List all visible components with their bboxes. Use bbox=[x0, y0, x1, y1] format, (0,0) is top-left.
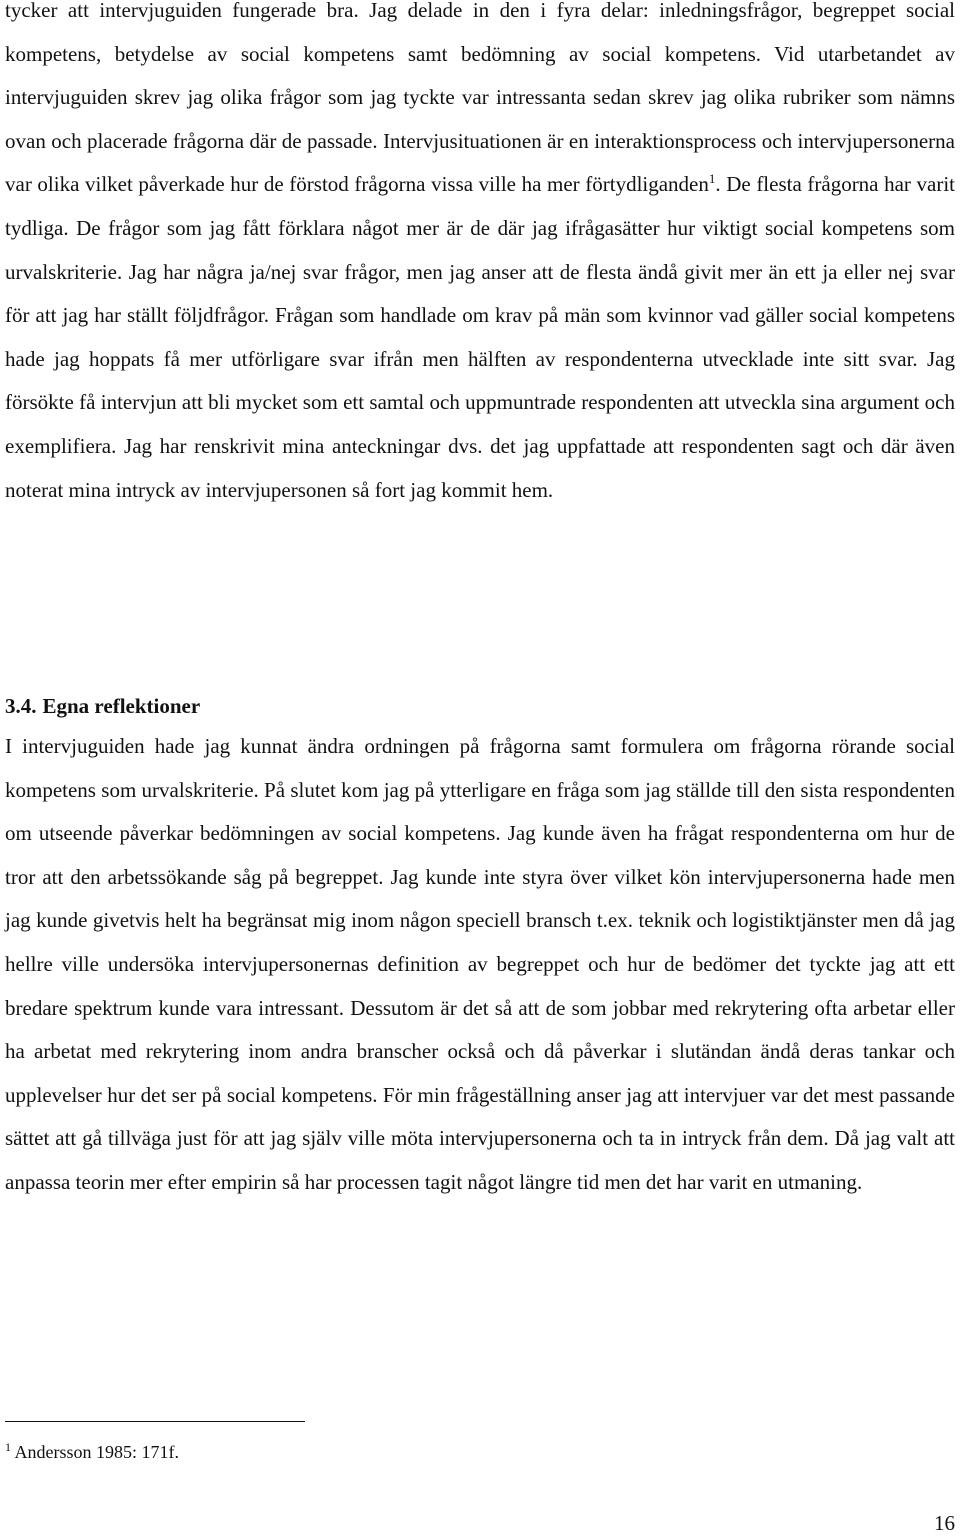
section-heading bbox=[5, 686, 200, 726]
footnote-text: Andersson 1985: 171f. bbox=[11, 1442, 179, 1462]
paragraph-text: tycker att intervjuguiden fungerade bra. Jag delade in den i fyra delar: inledningsfrågor, begreppet social kompetens, betydelse av social kompetens samt bedömning av social kompetens. Vid utarbetandet av intervjuguiden skrev jag olika frågor som jag tyckte var intressanta sedan skrev jag olika rubriker som nämns ovan och placerade frågorna där de passade. Intervjusituationen är en interaktionsprocess och intervjupersonerna var olika vilket påverkade hur de förstod frågorna vissa ville ha mer förtydliganden bbox=[5, 0, 955, 197]
footnote-marker: 1 bbox=[5, 1440, 11, 1454]
body-paragraph-reflections: I intervjuguiden hade jag kunnat ändra ordningen på frågorna samt formulera om frågorna rörande social kompetens som urvalskriterie. På slutet kom jag på ytterligare en fråga som jag ställde till den sista respondenten om utseende påverkar bedömningen av social kompetens. Jag kunde även ha frågat respondenterna om hur de tror att den arbetssökande såg på begreppet. Jag kunde inte styra över vilket kön intervjupersonerna hade men jag kunde givetvis helt ha begränsat mig inom någon speciell bransch t.ex. teknik och logistiktjänster men då jag hellre ville undersöka intervjupersonernas definition av begreppet och hur de bedömer det tyckte jag att ett bredare spektrum kunde vara intressant. Dessutom är det så att de som jobbar med rekrytering ofta arbetar eller ha arbetat med rekrytering inom andra branscher också och då påverkar i slutändan ändå deras tankar och upplevelser hur det ser på social kompetens. För min frågeställning anser jag att intervjuer var det mest passande sättet att gå tillväga just för att jag själv ville möta intervjupersonerna och ta in intryck från dem. Då jag valt att anpassa teorin mer efter empirin så har processen tagit något längre tid men det har varit en utmaning. bbox=[5, 734, 955, 1194]
footnote bbox=[5, 1440, 179, 1464]
footnote-reference[interactable]: 1 bbox=[708, 171, 716, 187]
section-title: Egna reflektioner bbox=[42, 694, 201, 718]
footnote-divider bbox=[5, 1421, 305, 1422]
section-number: 3.4. bbox=[5, 694, 37, 718]
page-number: 16 bbox=[934, 1511, 955, 1535]
body-paragraph bbox=[5, 0, 955, 512]
paragraph-text-continued: . De flesta frågorna har varit tydliga. De frågor som jag fått förklara något mer är de där jag ifrågasätter hur viktigt social kompetens som urvalskriterie. Jag har några ja/nej svar frågor, men jag anser att de flesta ändå givit mer än ett ja eller nej svar för att jag har ställt följdfrågor. Frågan som handlade om krav på män som kvinnor vad gäller social kompetens hade jag hoppats få mer utförligare svar ifrån men hälften av respondenterna utvecklade inte sitt svar. Jag försökte få intervjun att bli mycket som ett samtal och uppmuntrade respondenten att utveckla sina argument och exemplifiera. Jag har renskrivit mina anteckningar dvs. det jag uppfattade att respondenten sagt och där även noterat mina intryck av intervjupersonen så fort jag kommit hem. bbox=[5, 172, 955, 502]
